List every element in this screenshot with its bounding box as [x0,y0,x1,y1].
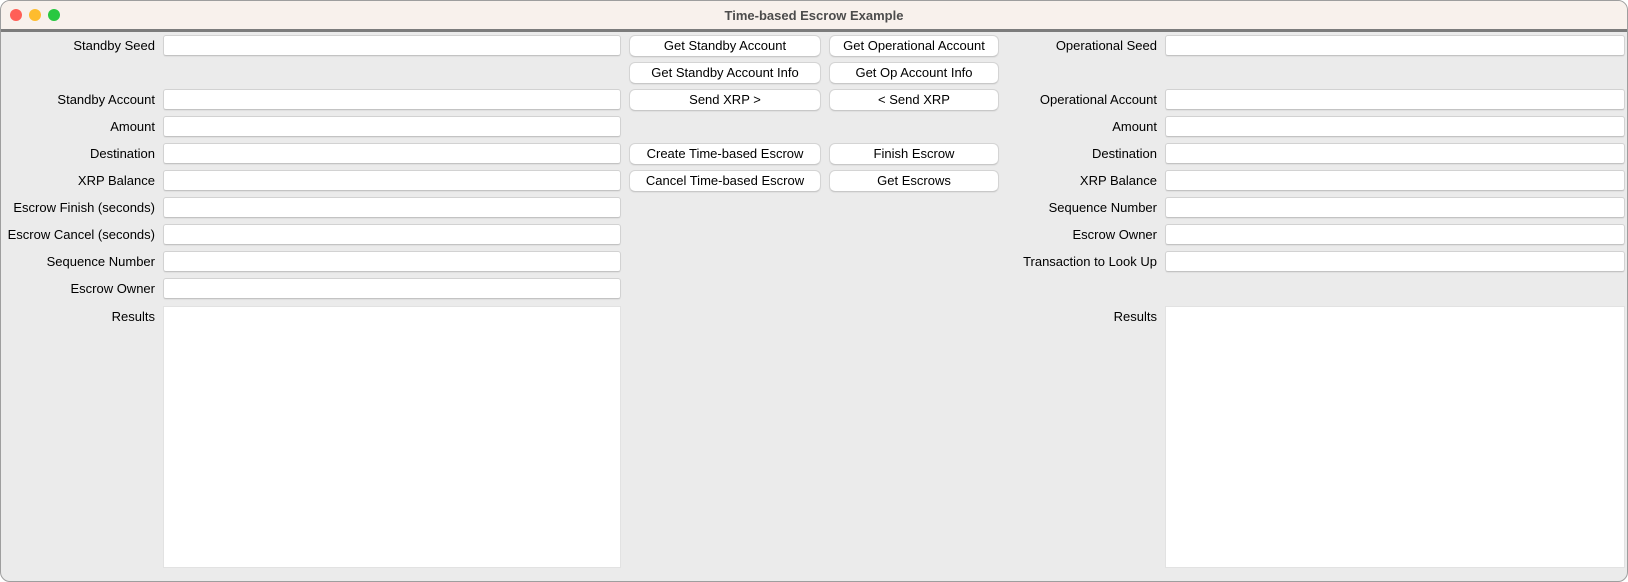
standby-sequence-number-label: Sequence Number [46,254,155,269]
standby-amount-label: Amount [110,119,155,134]
standby-results-textarea[interactable] [163,306,621,568]
create-time-based-escrow-button[interactable]: Create Time-based Escrow [629,143,821,165]
escrow-finish-seconds-input[interactable] [163,197,621,218]
window-title: Time-based Escrow Example [724,7,904,23]
operational-escrow-owner-input[interactable] [1165,224,1625,245]
get-standby-account-info-button[interactable]: Get Standby Account Info [629,62,821,84]
standby-escrow-owner-input[interactable] [163,278,621,299]
operational-results-textarea[interactable] [1165,306,1625,568]
close-window-icon[interactable] [10,9,22,21]
operational-destination-label: Destination [1091,146,1157,161]
escrow-cancel-seconds-input[interactable] [163,224,621,245]
standby-seed-input[interactable] [163,35,621,56]
standby-xrp-balance-label: XRP Balance [77,173,155,188]
operational-account-label: Operational Account [1039,92,1157,107]
cancel-time-based-escrow-button[interactable]: Cancel Time-based Escrow [629,170,821,192]
operational-sequence-number-input[interactable] [1165,197,1625,218]
transaction-to-look-up-input[interactable] [1165,251,1625,272]
standby-xrp-balance-input[interactable] [163,170,621,191]
window-controls [10,9,60,21]
standby-account-label: Standby Account [57,92,155,107]
standby-destination-input[interactable] [163,143,621,164]
titlebar [1,1,1627,29]
standby-sequence-number-input[interactable] [163,251,621,272]
operational-escrow-owner-label: Escrow Owner [1072,227,1157,242]
minimize-window-icon[interactable] [29,9,41,21]
form-content [1,32,1627,581]
operational-destination-input[interactable] [1165,143,1625,164]
standby-results-label: Results [111,309,155,324]
escrow-finish-seconds-label: Escrow Finish (seconds) [13,200,155,215]
standby-account-input[interactable] [163,89,621,110]
get-escrows-button[interactable]: Get Escrows [829,170,999,192]
operational-xrp-balance-input[interactable] [1165,170,1625,191]
operational-sequence-number-label: Sequence Number [1048,200,1157,215]
operational-amount-label: Amount [1112,119,1157,134]
operational-results-label: Results [1113,309,1157,324]
operational-seed-input[interactable] [1165,35,1625,56]
get-standby-account-button[interactable]: Get Standby Account [629,35,821,57]
zoom-window-icon[interactable] [48,9,60,21]
standby-destination-label: Destination [89,146,155,161]
standby-seed-label: Standby Seed [73,38,155,53]
send-xrp-left-button[interactable]: < Send XRP [829,89,999,111]
operational-amount-input[interactable] [1165,116,1625,137]
operational-xrp-balance-label: XRP Balance [1079,173,1157,188]
get-operational-account-button[interactable]: Get Operational Account [829,35,999,57]
get-op-account-info-button[interactable]: Get Op Account Info [829,62,999,84]
send-xrp-right-button[interactable]: Send XRP > [629,89,821,111]
escrow-cancel-seconds-label: Escrow Cancel (seconds) [7,227,155,242]
operational-seed-label: Operational Seed [1055,38,1157,53]
standby-escrow-owner-label: Escrow Owner [70,281,155,296]
operational-account-input[interactable] [1165,89,1625,110]
transaction-to-look-up-label: Transaction to Look Up [1023,254,1157,269]
finish-escrow-button[interactable]: Finish Escrow [829,143,999,165]
standby-amount-input[interactable] [163,116,621,137]
